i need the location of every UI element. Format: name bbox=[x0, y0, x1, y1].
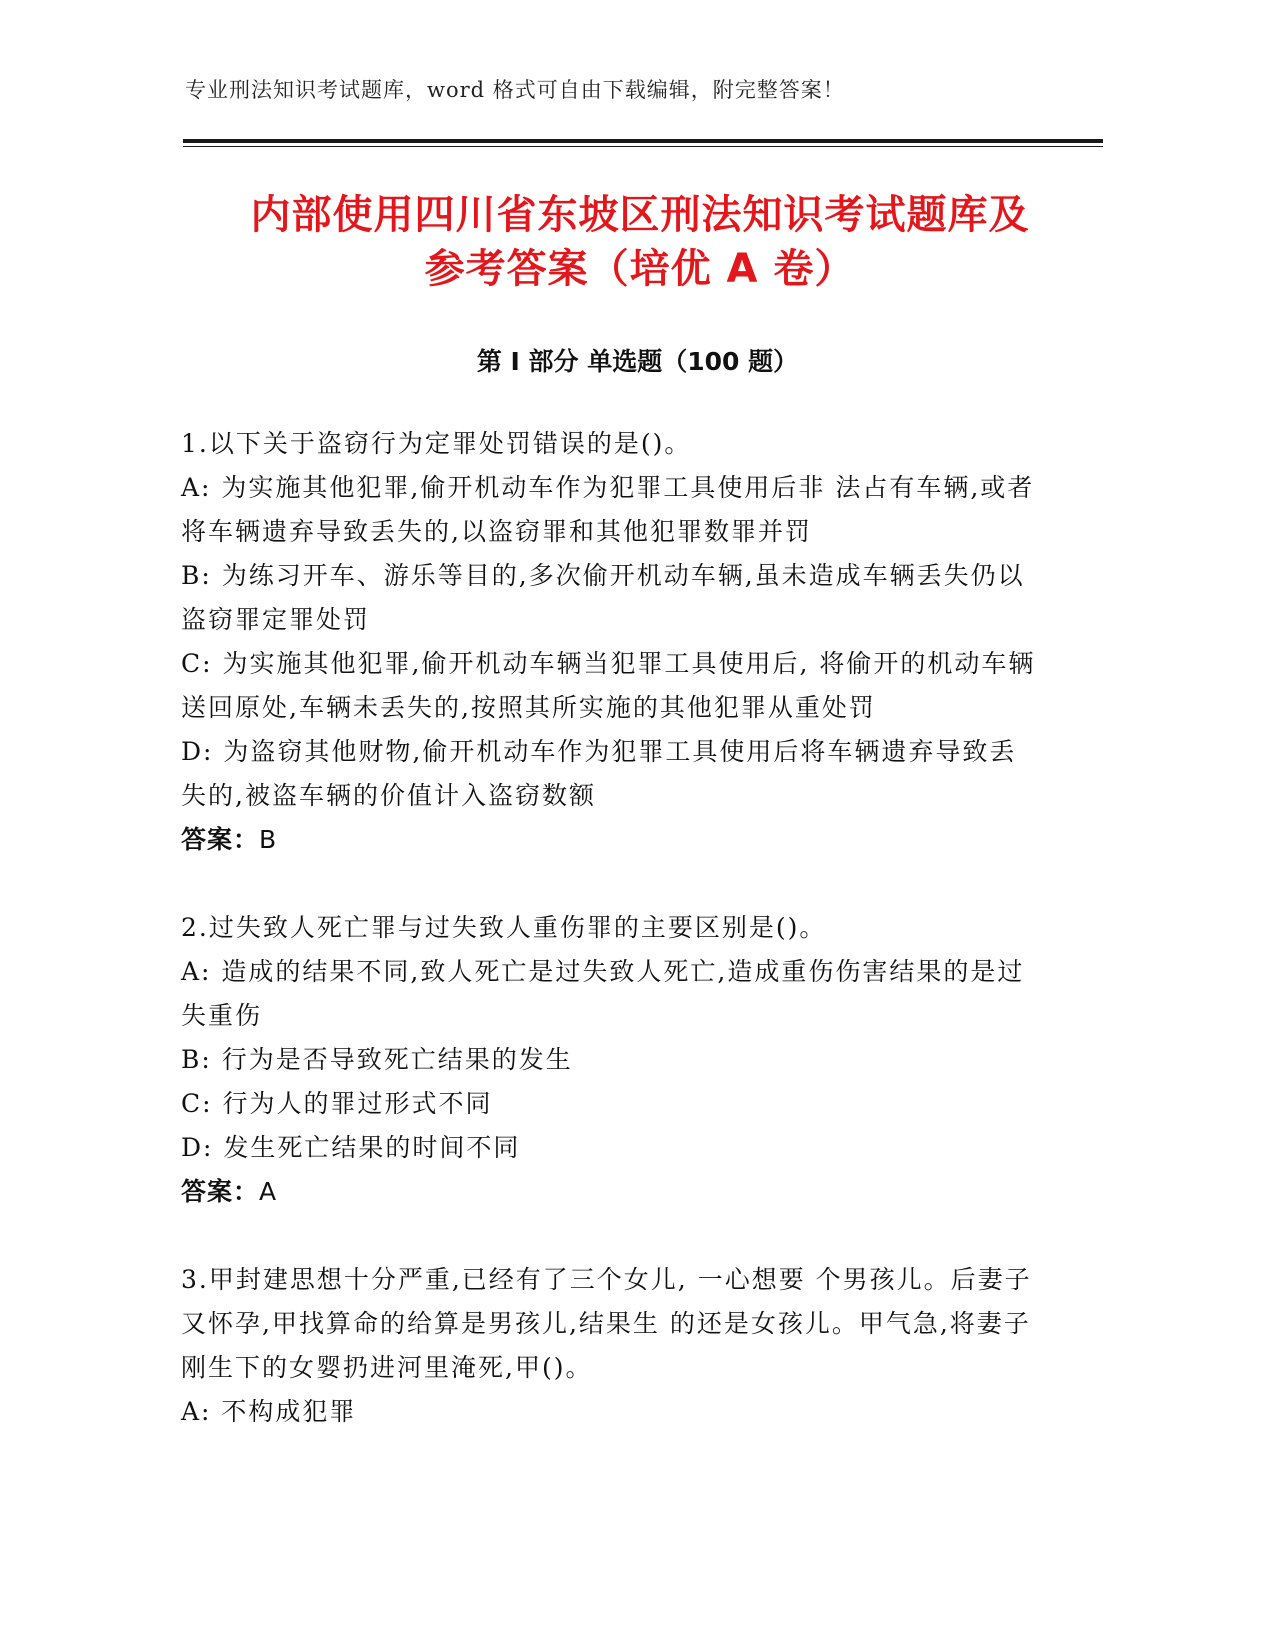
option-d: D: 为盗窃其他财物,偷开机动车作为犯罪工具使用后将车辆遗弃导致丢失的,被盗车辆的价值计入盗窃数额 bbox=[181, 737, 1017, 810]
option-b: B: 行为是否导致死亡结果的发生 bbox=[181, 1045, 573, 1074]
answer-value: A bbox=[259, 1177, 278, 1206]
answer-line bbox=[181, 818, 1041, 862]
option-c: C: 行为人的罪过形式不同 bbox=[181, 1089, 493, 1118]
option-b: B: 为练习开车、游乐等目的,多次偷开机动车辆,虽未造成车辆丢失仍以盗窃罪定罪处罚 bbox=[181, 561, 1025, 634]
answer-label: 答案： bbox=[181, 1177, 260, 1206]
option-a: A: 造成的结果不同,致人死亡是过失致人死亡,造成重伤伤害结果的是过失重伤 bbox=[181, 957, 1025, 1030]
question-stem: 1.以下关于盗窃行为定罪处罚错误的是()。 bbox=[181, 429, 692, 458]
header-rule-thick bbox=[183, 139, 1103, 143]
document-title-line-1: 内部使用四川省东坡区刑法知识考试题库及 bbox=[250, 192, 1030, 238]
answer-line bbox=[181, 1170, 1041, 1214]
answer-value: B bbox=[259, 825, 278, 854]
option-a: A: 为实施其他犯罪,偷开机动车作为犯罪工具使用后非 法占有车辆,或者将车辆遗弃导致丢失的,以盗窃罪和其他犯罪数罪并罚 bbox=[181, 473, 1035, 546]
question-stem: 3.甲封建思想十分严重,已经有了三个女儿, 一心想要 个男孩儿。后妻子又怀孕,甲找算命的给算是男孩儿,结果生 的还是女孩儿。甲气急,将妻子刚生下的女婴扔进河里淹死,甲()。 bbox=[181, 1265, 1032, 1382]
question-list bbox=[181, 422, 1041, 1478]
option-a: A: 不构成犯罪 bbox=[181, 1397, 357, 1426]
option-c: C: 为实施其他犯罪,偷开机动车辆当犯罪工具使用后, 将偷开的机动车辆送回原处,车辆未丢失的,按照其所实施的其他犯罪从重处罚 bbox=[181, 649, 1036, 722]
question-3 bbox=[181, 1258, 1041, 1434]
header-rule-thin bbox=[183, 146, 1103, 147]
question-stem: 2.过失致人死亡罪与过失致人重伤罪的主要区别是()。 bbox=[181, 913, 827, 942]
question-1 bbox=[181, 422, 1041, 862]
section-heading: 第 I 部分 单选题（100 题） bbox=[476, 347, 799, 376]
option-d: D: 发生死亡结果的时间不同 bbox=[181, 1133, 521, 1162]
document-title bbox=[140, 188, 1140, 296]
header-note: 专业刑法知识考试题库，word 格式可自由下载编辑，附完整答案！ bbox=[185, 78, 845, 102]
document-title-line-2: 参考答案（培优 A 卷） bbox=[424, 246, 856, 292]
question-2 bbox=[181, 906, 1041, 1214]
answer-label: 答案： bbox=[181, 825, 260, 854]
